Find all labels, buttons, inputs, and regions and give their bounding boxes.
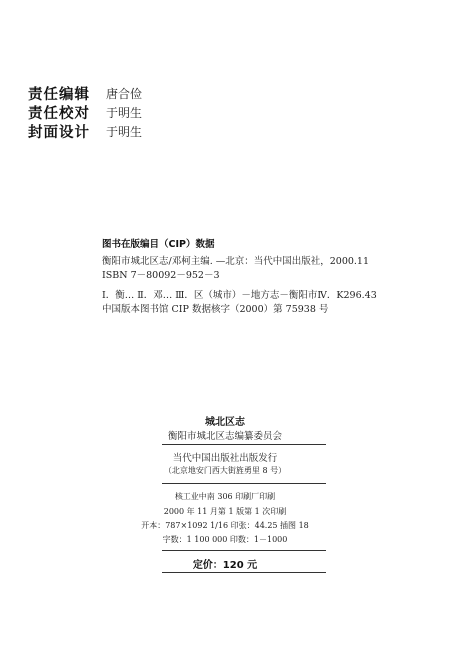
edition: 2000 年 11 月第 1 版第 1 次印刷 [163,507,287,516]
cip-line: Ⅰ．衡… Ⅱ．邓… Ⅲ．区（城市）－地方志－衡阳市Ⅳ．K296.43 [102,290,377,301]
divider [162,572,326,573]
cip-line: ISBN 7－80092－952－3 [102,270,220,281]
editor-committee: 衡阳市城北区志编纂委员会 [167,431,282,442]
credit-label-cover-design: 封面设计 [28,125,90,141]
credit-value-proofreader: 于明生 [106,106,143,120]
word-count: 字数：1 100 000 印数：1－1000 [162,535,288,544]
credit-label-editor: 责任编辑 [28,87,90,103]
divider [162,483,326,484]
cip-title: 图书在版编目（CIP）数据 [102,239,215,250]
cip-line: 中国版本图书馆 CIP 数据核字（2000）第 75938 号 [102,304,329,315]
publisher: 当代中国出版社出版发行 [172,453,278,464]
credit-label-proofreader: 责任校对 [28,106,90,122]
credit-value-cover-design: 于明生 [106,125,143,139]
credit-value-editor: 唐合俭 [106,87,143,101]
price: 定价：120 元 [192,560,258,571]
book-format: 开本：787×1092 1/16 印张：44.25 插图 18 [141,521,309,530]
divider [162,550,326,551]
cip-line: 衡阳市城北区志/邓柯主编. —北京：当代中国出版社，2000.11 [102,256,370,267]
printer: 核工业中南 306 印刷厂印刷 [174,492,276,501]
book-title: 城北区志 [205,417,245,428]
divider [162,444,326,445]
publisher-address: （北京地安门西大街旌勇里 8 号） [163,466,287,475]
